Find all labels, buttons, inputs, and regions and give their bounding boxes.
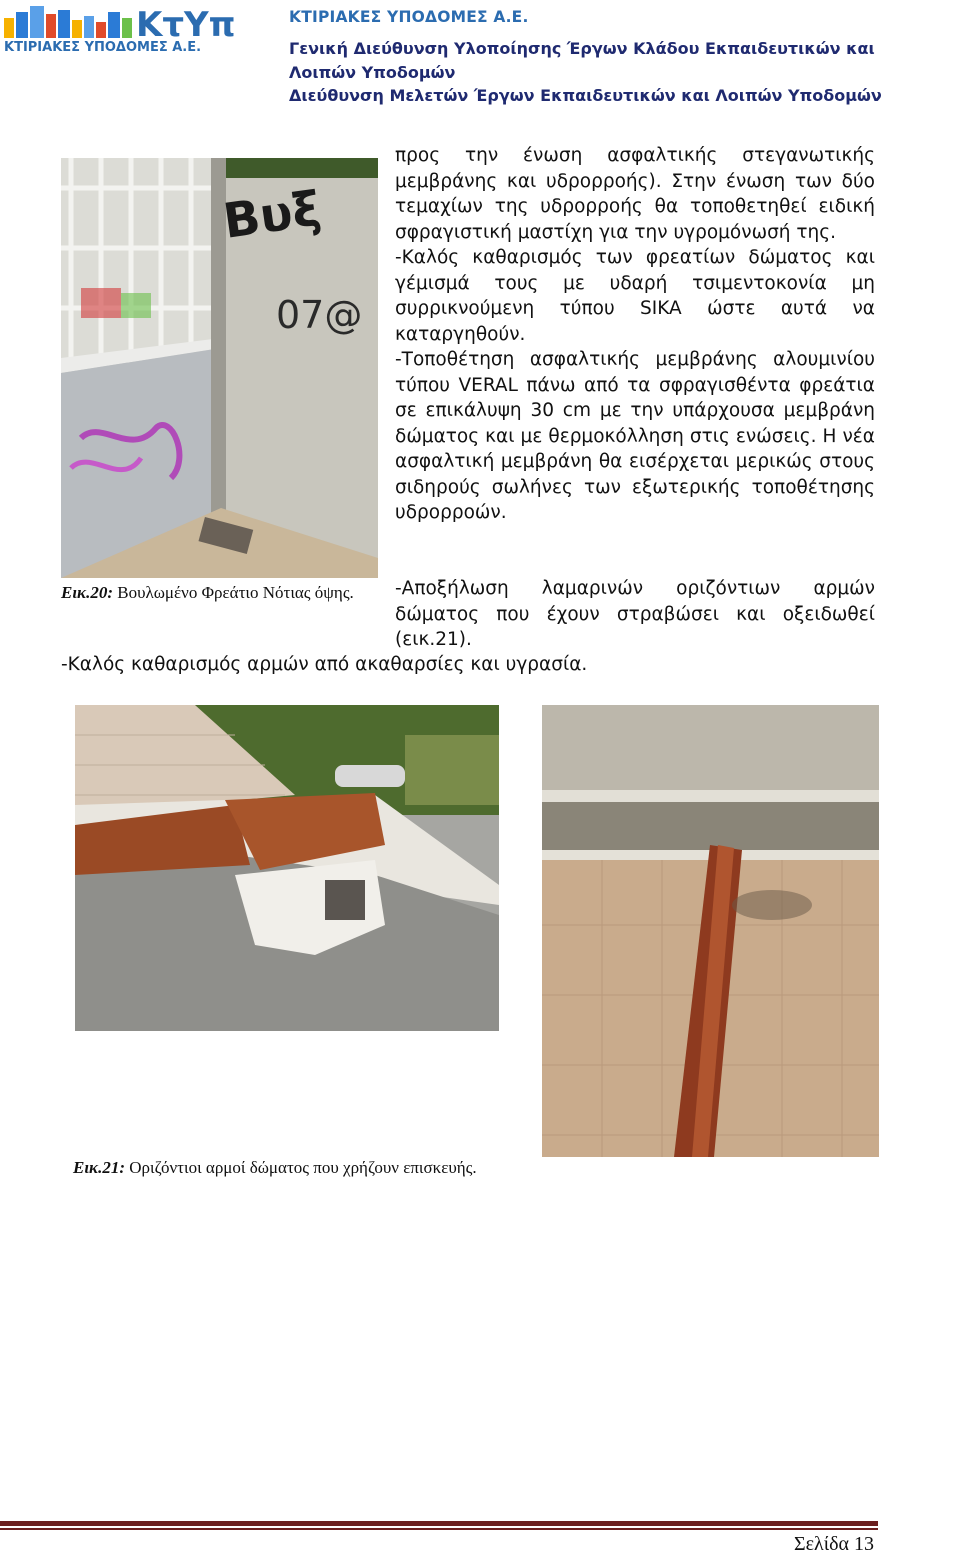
header-directorate-general-cont: Λοιπών Υποδομών — [289, 63, 456, 82]
company-logo — [2, 4, 272, 54]
paragraph-veral-membrane: -Τοποθέτηση ασφαλτικής μεμβράνης αλουμινίου τύπου VERAL πάνω από τα σφραγισθέντα φρεάτια σε επικάλυψη 30 cm με την υπάρχουσα μεμβράνη δώματος και με θερμοκόλληση στις ενώσεις. Η νέα ασφαλτική μεμβράνη θα εισέρχεται μερικώς στους σιδηρούς σωλήνες των εξωτερικής τοποθέτησης υδρορροών. — [395, 349, 875, 523]
page-number: Σελίδα 13 — [793, 1533, 874, 1555]
figure-20-label: Εικ.20: — [61, 583, 113, 602]
svg-text:07@: 07@ — [276, 293, 363, 337]
svg-text:ΚτΥπ: ΚτΥπ — [136, 5, 236, 45]
paragraph-gutter-sealing: προς την ένωση ασφαλτικής στεγανωτικής μεμβράνης και υδρορροής). Στην ένωση των δύο τεμαχίων της υδρορροής θα τοποθετηθεί ειδική σφραγιστική μαστίχη για την υγρομόνωσή της. — [395, 145, 875, 243]
figure-20-caption — [61, 582, 378, 604]
svg-text:ΚΤΙΡΙΑΚΕΣ ΥΠΟΔΟΜΕΣ Α.Ε.: ΚΤΙΡΙΑΚΕΣ ΥΠΟΔΟΜΕΣ Α.Ε. — [4, 40, 202, 54]
org-title: ΚΤΙΡΙΑΚΕΣ ΥΠΟΔΟΜΕΣ Α.Ε. — [289, 8, 529, 26]
paragraph-joint-removal: -Αποξήλωση λαμαρινών οριζόντιων αρμών δώματος που έχουν στραβώσει και οξειδωθεί (εικ.21). — [395, 578, 875, 650]
header-directorate-general: Γενική Διεύθυνση Υλοποίησης Έργων Κλάδου Εκπαιδευτικών και — [289, 39, 875, 58]
building-icon — [4, 6, 132, 38]
footer-rule — [0, 1521, 878, 1526]
footer-rule-thin — [0, 1528, 878, 1530]
figure-21-label: Εικ.21: — [73, 1158, 125, 1177]
figure-20-text: Βουλωμένο Φρεάτιο Νότιας όψης. — [117, 583, 354, 602]
text-block-top — [395, 143, 875, 526]
paragraph-joint-cleaning: -Καλός καθαρισμός αρμών από ακαθαρσίες και υγρασία. — [61, 654, 588, 675]
figure-21-caption — [73, 1157, 477, 1179]
header-directorate: Διεύθυνση Μελετών Έργων Εκπαιδευτικών και Λοιπών Υποδομών — [289, 86, 882, 105]
figure-20-photo — [61, 158, 378, 578]
figure-21-photo-right — [542, 705, 879, 1157]
figure-21-text: Οριζόντιοι αρμοί δώματος που χρήζουν επισκευής. — [129, 1158, 477, 1177]
svg-text:Βυξ: Βυξ — [219, 180, 325, 250]
paragraph-drain-cleaning: -Καλός καθαρισμός των φρεατίων δώματος και γέμισμά τους με υδαρή τσιμεντοκονία μη συρρικνούμενη τύπου SIKA ώστε αυτά να καταργηθούν. — [395, 247, 875, 345]
figure-21-photo-left — [75, 705, 499, 1031]
